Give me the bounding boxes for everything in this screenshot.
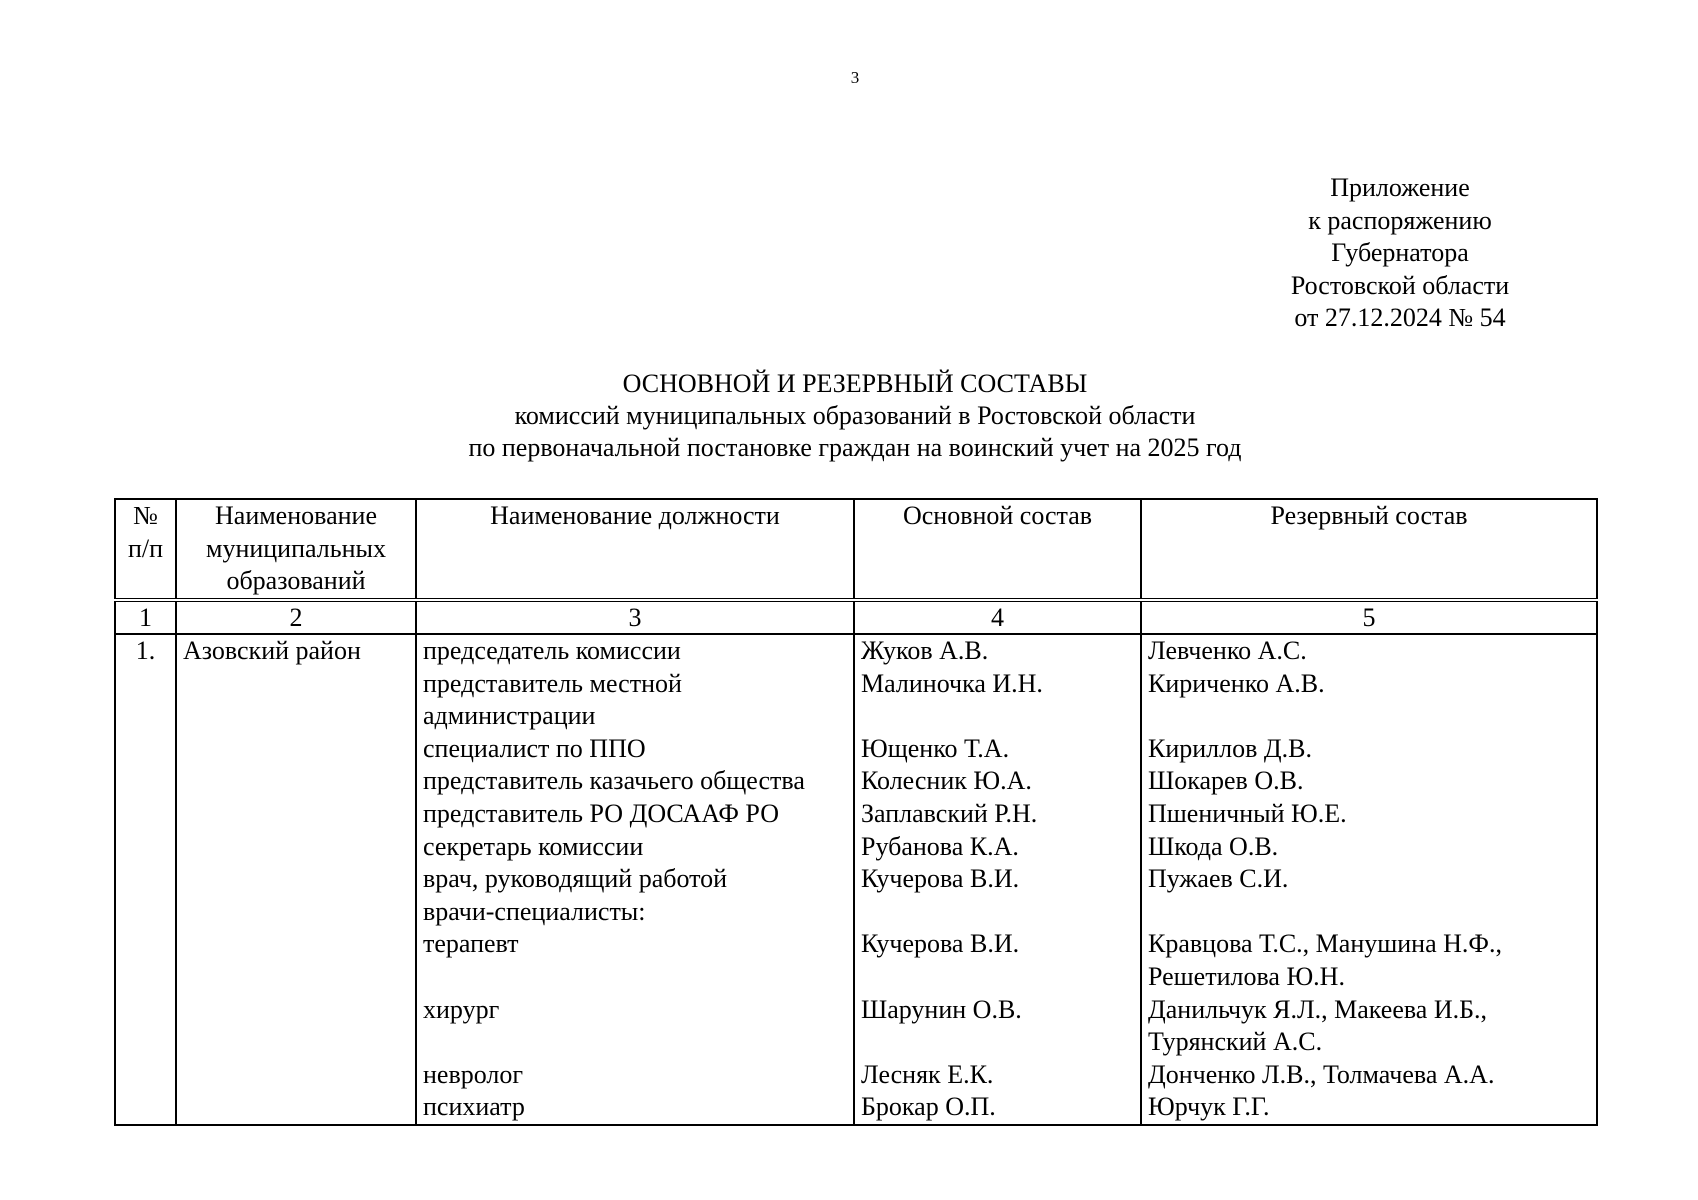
main-member-line: Жуков А.В. xyxy=(861,636,989,665)
main-member-line: Брокар О.П. xyxy=(861,1092,996,1122)
reserve-member-line xyxy=(1148,700,1590,733)
reserve-member-line: Кравцова Т.С., Манушина Н.Ф., xyxy=(1148,929,1502,959)
header-municipality-line: образований xyxy=(226,566,366,595)
reserve-member-line: Кириллов Д.В. xyxy=(1148,733,1312,763)
header-municipality-line: муниципальных xyxy=(205,533,386,563)
reserve-member-line: Левченко А.С. xyxy=(1148,636,1307,665)
reserve-member-line: Шкода О.В. xyxy=(1148,831,1279,861)
position-line xyxy=(423,1026,847,1059)
reserve-members-cell xyxy=(1141,634,1597,1125)
main-member-line: Кучерова В.И. xyxy=(861,864,1020,894)
reserve-member-line: Данильчук Я.Л., Макеева И.Б., xyxy=(1148,994,1488,1024)
position-line: председатель комиссии xyxy=(423,636,681,665)
position-line: представитель местной xyxy=(423,668,682,698)
reserve-member-line: Юрчук Г.Г. xyxy=(1148,1092,1270,1122)
header-municipality-line: Наименование xyxy=(215,501,377,530)
position-line: невролог xyxy=(423,1059,524,1089)
positions-cell xyxy=(416,634,854,1125)
main-member-line xyxy=(861,896,1134,929)
appendix-line: Приложение xyxy=(1330,173,1470,202)
position-line: терапевт xyxy=(423,929,519,959)
column-number-row xyxy=(115,600,1597,634)
position-line: секретарь комиссии xyxy=(423,831,644,861)
reserve-member-line xyxy=(1148,896,1590,929)
header-main: Основной состав xyxy=(854,499,1141,600)
reserve-member-line: Шокарев О.В. xyxy=(1148,766,1304,796)
appendix-line: Ростовской области xyxy=(1290,270,1510,300)
header-number xyxy=(115,499,176,600)
reserve-member-line: Пужаев С.И. xyxy=(1148,864,1289,894)
column-number: 2 xyxy=(176,600,416,634)
reserve-member-line: Донченко Л.В., Толмачева А.А. xyxy=(1148,1059,1495,1089)
main-member-line: Малиночка И.Н. xyxy=(861,668,1043,698)
main-member-line: Кучерова В.И. xyxy=(861,929,1020,959)
main-member-line: Ющенко Т.А. xyxy=(861,733,1010,763)
appendix-block xyxy=(1245,172,1555,335)
column-number: 3 xyxy=(416,600,854,634)
position-line: администрации xyxy=(423,701,596,731)
position-line: представитель РО ДОСААФ РО xyxy=(423,798,779,828)
reserve-member-line: Пшеничный Ю.Е. xyxy=(1148,798,1347,828)
municipality-name: Азовский район xyxy=(176,634,416,1125)
reserve-member-line: Решетилова Ю.Н. xyxy=(1148,961,1345,991)
reserve-member-line: Турянский А.С. xyxy=(1148,1027,1323,1057)
header-reserve: Резервный состав xyxy=(1141,499,1597,600)
appendix-line: от 27.12.2024 № 54 xyxy=(1294,303,1506,332)
position-line xyxy=(423,961,847,994)
main-member-line: Заплавский Р.Н. xyxy=(861,798,1038,828)
header-position: Наименование должности xyxy=(416,499,854,600)
position-line: специалист по ППО xyxy=(423,733,646,763)
title-line-3: по первоначальной постановке граждан на воинский учет на 2025 год xyxy=(468,433,1242,462)
table-row xyxy=(115,634,1597,1125)
document-title xyxy=(0,368,1698,464)
main-member-line xyxy=(861,700,1134,733)
position-line: врачи-специалисты: xyxy=(423,896,646,926)
position-line: врач, руководящий работой xyxy=(423,864,728,894)
column-number: 5 xyxy=(1141,600,1597,634)
appendix-line: Губернатора xyxy=(1331,238,1469,267)
position-line: психиатр xyxy=(423,1092,525,1122)
header-number-line: № xyxy=(133,501,158,530)
main-member-line: Лесняк Е.К. xyxy=(861,1059,994,1089)
position-line: представитель казачьего общества xyxy=(423,766,805,796)
row-index: 1. xyxy=(115,634,176,1125)
title-line-2: комиссий муниципальных образований в Ростовской области xyxy=(514,401,1196,430)
main-members-cell xyxy=(854,634,1141,1125)
column-number: 4 xyxy=(854,600,1141,634)
main-member-line: Рубанова К.А. xyxy=(861,831,1019,861)
column-number: 1 xyxy=(115,600,176,634)
reserve-member-line: Кириченко А.В. xyxy=(1148,668,1325,698)
header-number-line: п/п xyxy=(127,533,164,563)
main-member-line xyxy=(861,1026,1134,1059)
main-member-line: Колесник Ю.А. xyxy=(861,766,1032,796)
main-member-line: Шарунин О.В. xyxy=(861,994,1022,1024)
appendix-line: к распоряжению xyxy=(1308,205,1492,235)
position-line: хирург xyxy=(423,994,500,1024)
page-number: 3 xyxy=(850,68,860,87)
main-member-line xyxy=(861,961,1134,994)
composition-table xyxy=(114,498,1598,1126)
title-line-1: ОСНОВНОЙ И РЕЗЕРВНЫЙ СОСТАВЫ xyxy=(622,369,1088,398)
header-row xyxy=(115,499,1597,600)
header-municipality xyxy=(176,499,416,600)
